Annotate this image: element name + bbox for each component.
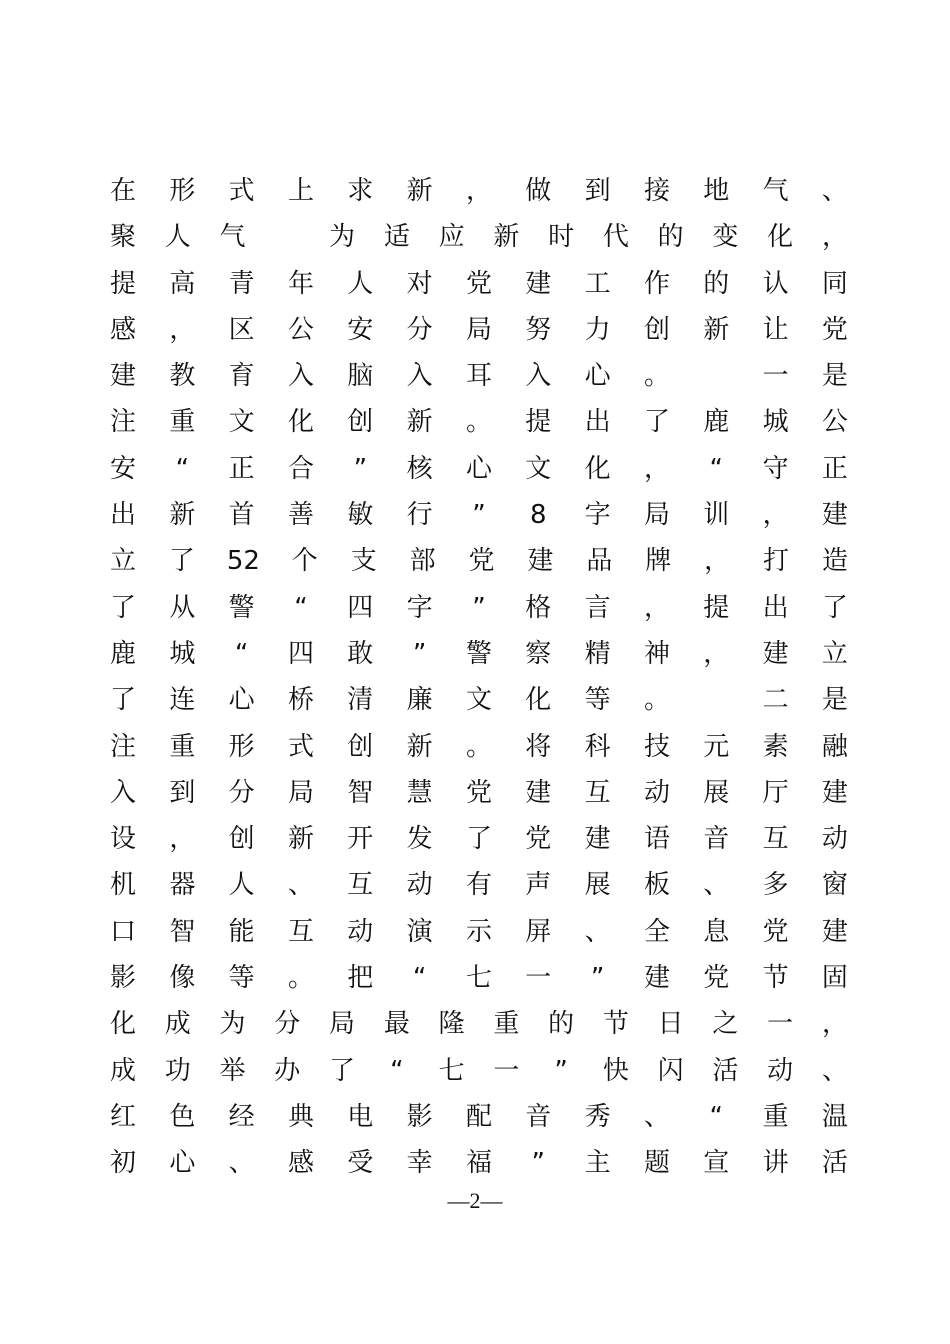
text-line: 出 新 首 善 敏 行 ” 8 字 局 训 ， 建 [109,500,848,531]
text-line: 在 形 式 上 求 新 ， 做 到 接 地 气 、 [109,176,848,206]
text-line: 安 “ 正 合 ” 核 心 文 化 ， “ 守 正 [109,453,848,484]
text-line: 入 到 分 局 智 慧 党 建 互 动 展 厅 建 [109,777,848,808]
body-text [109,168,849,1187]
text-line: 建 教 育 入 脑 入 耳 入 心 。 一 是 [109,361,848,392]
text-line: 口 智 能 互 动 演 示 屏 、 全 息 党 建 [109,916,848,947]
text-line: 感 ， 区 公 安 分 局 努 力 创 新 让 党 [109,314,848,345]
text-line: 化 成 为 分 局 最 隆 重 的 节 日 之 一 ， [109,1009,848,1040]
text-line: 注 重 文 化 创 新 。 提 出 了 鹿 城 公 [109,407,848,438]
text-line: 提 高 青 年 人 对 党 建 工 作 的 认 同 [109,268,848,299]
page-number: —2— [447,1188,503,1213]
text-line: 红 色 经 典 电 影 配 音 秀 、 “ 重 温 [109,1101,848,1132]
text-line: 设 ， 创 新 开 发 了 党 建 语 音 互 动 [109,824,848,855]
text-line: 立 了 52 个 支 部 党 建 品 牌 ， 打 造 [109,546,848,577]
text-line: 了 从 警 “ 四 字 ” 格 言 ， 提 出 了 [109,592,848,623]
text-line: 注 重 形 式 创 新 。 将 科 技 元 素 融 [109,731,848,762]
text-line: 影 像 等 。 把 “ 七 一 ” 建 党 节 固 [109,963,848,994]
text-line: 聚 人 气 为 适 应 新 时 代 的 变 化 ， [109,222,848,253]
text-line: 鹿 城 “ 四 敢 ” 警 察 精 神 ， 建 立 [109,638,848,669]
text-line: 成 功 举 办 了 “ 七 一 ” 快 闪 活 动 、 [109,1055,848,1086]
text-line: 机 器 人 、 互 动 有 声 展 板 、 多 窗 [109,870,848,901]
text-line: 初 心 、 感 受 幸 福 ” 主 题 宣 讲 活 [109,1148,848,1179]
text-line: 了 连 心 桥 清 廉 文 化 等 。 二 是 [109,685,848,716]
